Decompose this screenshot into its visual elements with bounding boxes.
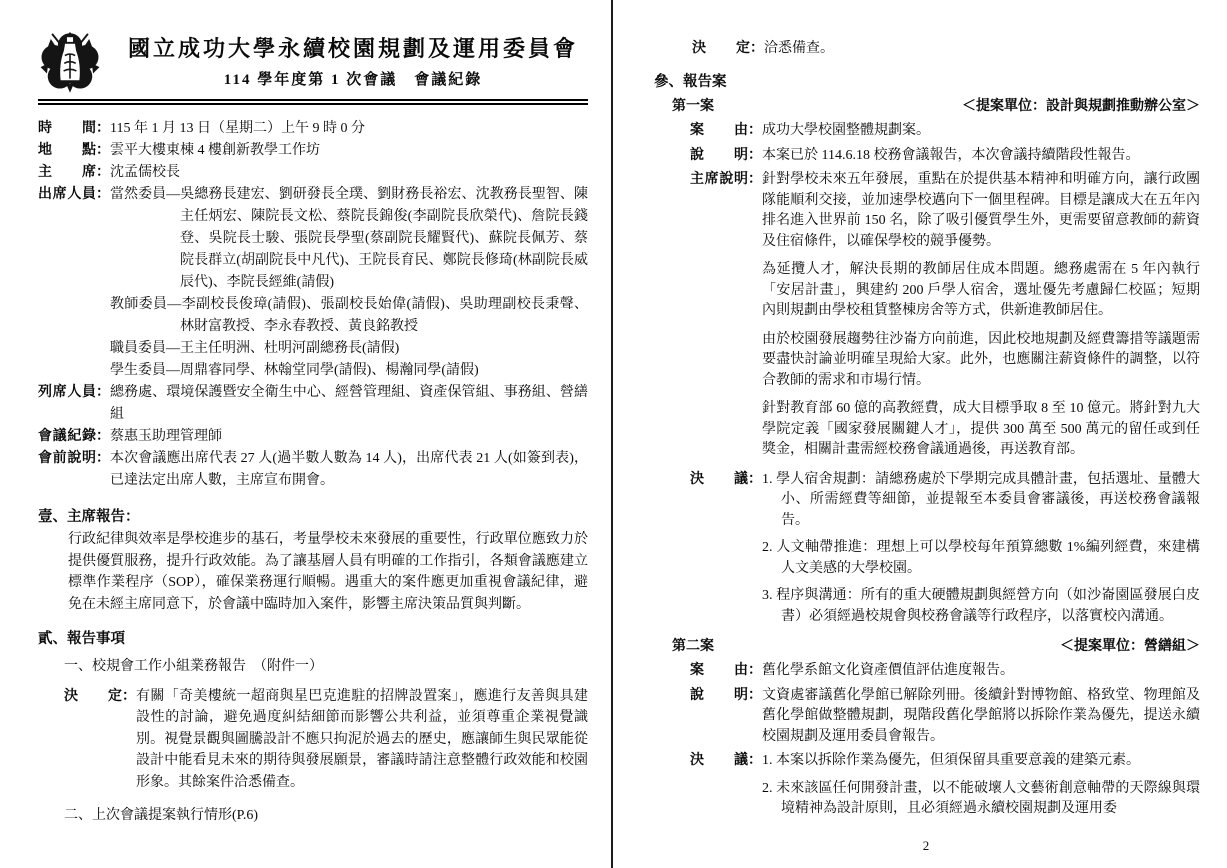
- case-2-unit: ＜提案單位：營繕組＞: [1060, 639, 1200, 654]
- description-text: 本案已於 114.6.18 校務會議報告，本次會議持續階段性報告。: [762, 147, 1140, 163]
- subject-label: 案由: [690, 123, 748, 138]
- meta-recorder: [38, 426, 588, 448]
- colon: ：: [748, 147, 762, 163]
- case-2-description: [690, 686, 1200, 748]
- attendee-group: 教師委員—李副校長俊璋(請假)、張副校長始偉(請假)、吳助理副校長秉聲、林財富教授、李永春教授、黃良銘教授: [110, 297, 588, 334]
- case-1-description: [690, 146, 1200, 167]
- meta-preface-label: 會前說明: [38, 451, 96, 466]
- chair-remarks-text: [762, 170, 1200, 461]
- meta-chair: [38, 162, 588, 184]
- meta-place-value: 雲平大樓東棟 4 樓創新教學工作坊: [110, 143, 320, 158]
- subject-text: 成功大學校園整體規劃案。: [762, 123, 930, 138]
- meta-attendees: [38, 184, 588, 382]
- case-1-subject: [690, 121, 1200, 142]
- resolution-item: 1. 學人宿舍規劃：請總務處於下學期完成具體計畫，包括選址、量體大小、所需經費等細節，並提報至本委員會審議後，再送校務會議報告。: [762, 471, 1200, 528]
- resolution-label: 決議: [690, 753, 748, 768]
- chair-remarks-paragraph: 由於校園發展趨勢往沙崙方向前進，因此校地規劃及經費籌措等議題需要盡快討論並明確呈現給大家。此外，也應關注薪資條件的調整，以符合教師的需求和市場行情。: [762, 331, 1200, 388]
- page-divider: [611, 0, 613, 868]
- decision-text: 有關「奇美樓統一超商與星巴克進駐的招牌設置案」，應進行友善與具建設性的討論，避免過度糾結細節而影響公共利益，並須尊重企業視覺識別。視覺景觀與圖騰設計不應只拘泥於過去的歷史，應讓師生與民眾能從設計中能看見未來的期待與發展願景，審議時請注意整體行政效能和校園形象。其餘案件洽悉備查。: [136, 688, 588, 790]
- colon: ：: [96, 187, 110, 202]
- resolution-label: 決議: [690, 471, 748, 487]
- meta-time-value: 115 年 1 月 13 日（星期二）上午 9 時 0 分: [110, 121, 365, 136]
- case-1-resolutions: [690, 470, 1200, 628]
- attendee-group: 職員委員—王主任明洲、杜明河副總務長(請假): [110, 341, 400, 356]
- case-1-head: [672, 96, 1200, 117]
- document-header: [38, 30, 588, 94]
- meta-recorder-value: 蔡惠玉助理管理師: [110, 429, 222, 444]
- colon: ：: [748, 123, 762, 138]
- colon: ：: [748, 663, 762, 678]
- meta-preface: [38, 448, 588, 492]
- decision-label: 決定: [64, 688, 122, 704]
- description-label: 說明: [690, 147, 748, 163]
- meta-time-label: 時間: [38, 121, 96, 136]
- meta-chair-label: 主席: [38, 165, 96, 180]
- description-text: 文資處審議舊化學館已解除列冊。後續針對博物館、格致堂、物理館及舊化學館做整體規劃，現階段舊化學館將以拆除作業為優先，提送永續校園規劃及運用委員會報告。: [762, 687, 1200, 744]
- meta-time: [38, 118, 588, 140]
- meta-observers: [38, 382, 588, 426]
- colon: ：: [748, 753, 762, 768]
- meeting-meta: [38, 118, 588, 492]
- meta-chair-value: 沈孟儒校長: [110, 165, 180, 180]
- colon: ：: [96, 429, 110, 444]
- header-double-rule: [38, 99, 588, 105]
- meeting-subtitle: 114 學年度第 1 次會議 會議紀錄: [223, 71, 483, 88]
- case-2-body: [690, 661, 1200, 820]
- case-1-chair-remarks: [690, 170, 1200, 461]
- attendee-group: 學生委員—周鼎睿同學、林翰堂同學(請假)、楊瀚同學(請假): [110, 363, 479, 378]
- chair-remarks-paragraph: 為延攬人才，解決長期的教師居住成本問題。總務處需在 5 年內執行「安居計畫」，興建約 200 戶學人宿舍，選址優先考慮歸仁校區；短期內則規劃由學校租賃整棟房舍等方式，供新進教師居住。: [762, 262, 1200, 318]
- colon: ：: [96, 143, 110, 158]
- chair-remarks-paragraph: 針對教育部 60 億的高教經費，成大目標爭取 8 至 10 億元。將針對九大學院定義「國家發展關鍵人才」，提供 300 萬至 500 萬元的留任或到任獎金，相關計畫需經校務會議通過後，再送教育部。: [762, 401, 1200, 457]
- meta-preface-value: 本次會議應出席代表 27 人(過半數人數為 14 人)，出席代表 21 人(如簽到表)，已達法定出席人數，主席宣布開會。: [110, 451, 588, 488]
- left-page: [38, 0, 588, 868]
- meta-recorder-label: 會議紀錄: [38, 429, 96, 444]
- case-2-head: [672, 636, 1200, 657]
- ncku-emblem-icon: [38, 30, 102, 94]
- description-label: 說明: [690, 687, 748, 703]
- case-2-resolutions: [690, 751, 1200, 820]
- case-1-unit: ＜提案單位：設計與規劃推動辦公室＞: [962, 99, 1200, 114]
- resolution-list: [762, 751, 1200, 820]
- resolution-list: [762, 470, 1200, 628]
- colon: ：: [748, 172, 762, 187]
- chair-remarks-label: 主席說明: [690, 172, 748, 187]
- colon: ：: [748, 687, 762, 703]
- colon: ：: [96, 121, 110, 136]
- case-2-title: 第二案: [672, 639, 714, 654]
- section-proposals-heading: 參、報告案: [654, 74, 727, 90]
- report-item-1-decision: [64, 686, 588, 794]
- colon: ：: [750, 41, 764, 56]
- meta-attendees-label: 出席人員: [38, 187, 96, 202]
- report-item-1-title: 一、校規會工作小組業務報告 （附件一）: [64, 659, 323, 674]
- meta-attendees-value: [110, 184, 588, 382]
- decision-label: 決定: [692, 41, 750, 56]
- section-report-items-heading: 貳、報告事項: [38, 631, 125, 647]
- report-item-2-title: 二、上次會議提案執行情形(P.6): [64, 808, 259, 823]
- decision-text: 洽悉備查。: [764, 41, 834, 56]
- colon: ：: [122, 688, 136, 704]
- chair-remarks-paragraph: 針對學校未來五年發展，重點在於提供基本精神和明確方向，讓行政團隊能順利交接，並加速學校邁向下一個里程碑。目標是讓成大在五年內排名進入世界前 150 名，除了吸引優質學生外，更需要留意教師的薪資及住宿條件，以確保學校的競爭優勢。: [762, 172, 1200, 249]
- case-1-body: [690, 121, 1200, 627]
- colon: ：: [96, 385, 110, 400]
- meta-place: [38, 140, 588, 162]
- section-chair-report-heading: 壹、主席報告：: [38, 509, 140, 525]
- resolution-item: 2. 人文軸帶推進：理想上可以學校每年預算總數 1%編列經費，來建構人文美感的大學校園。: [762, 540, 1200, 576]
- resolution-item: 1. 本案以拆除作業為優先，但須保留具重要意義的建築元素。: [762, 753, 1140, 768]
- header-titles: [118, 35, 588, 89]
- colon: ：: [96, 165, 110, 180]
- page-number: 2: [922, 838, 930, 853]
- subject-label: 案由: [690, 663, 748, 678]
- chair-report-body: 行政紀律與效率是學校進步的基石，考量學校未來發展的重要性，行政單位應致力於提供優質服務，提升行政效能。為了讓基層人員有明確的工作指引，各類會議應建立標準作業程序（SOP），確保業務運行順暢。遇重大的案件應更加重視會議紀律，避免在未經主席同意下，於會議中臨時加入案件，影響主席決策品質與判斷。: [68, 532, 588, 612]
- colon: ：: [96, 451, 110, 466]
- resolution-item: 2. 未來該區任何開發計畫，以不能破壞人文藝術創意軸帶的天際線與環境精神為設計原則，且必須經過永續校園規劃及運用委: [762, 780, 1200, 816]
- meta-place-label: 地點: [38, 143, 96, 158]
- case-1-title: 第一案: [672, 99, 714, 114]
- attendee-group: 當然委員—吳總務長建宏、劉研發長全璞、劉財務長裕宏、沈教務長聖智、陳主任炳宏、陳院長文松、蔡院長錦俊(李副院長欣榮代)、詹院長錢登、吳院長士駿、張院長學聖(蔡副院長耀賢代)、蘇院長佩芳、蔡院長群立(胡副院長中凡代)、王院長育民、鄭院長修琦(林副院長威辰代)、李院長經維(請假): [110, 187, 588, 290]
- meta-observers-value: 總務處、環境保護暨安全衛生中心、經營管理組、資產保管組、事務組、營繕組: [110, 385, 588, 422]
- resolution-item: 3. 程序與溝通：所有的重大硬體規劃與經營方向（如沙崙園區發展白皮書）必須經過校規會與校務會議等行政程序，以落實校內溝通。: [762, 588, 1200, 624]
- proposal-case-1: [652, 96, 1200, 627]
- proposal-case-2: [652, 636, 1200, 820]
- case-2-subject: [690, 661, 1200, 682]
- committee-title: 國立成功大學永續校園規劃及運用委員會: [127, 36, 578, 62]
- right-page: [652, 0, 1200, 868]
- colon: ：: [748, 471, 762, 487]
- carryover-decision: [692, 38, 1200, 59]
- subject-text: 舊化學系館文化資產價值評估進度報告。: [762, 663, 1014, 678]
- meta-observers-label: 列席人員: [38, 385, 96, 400]
